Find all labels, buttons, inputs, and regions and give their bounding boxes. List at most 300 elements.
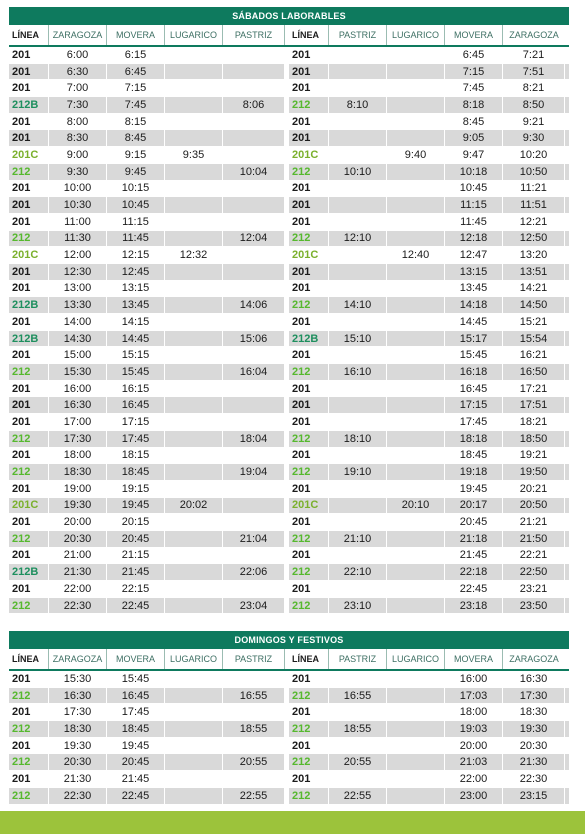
line-number: 201 — [289, 381, 329, 397]
time-cell — [329, 130, 387, 146]
line-number: 201 — [9, 64, 49, 80]
right-cells — [289, 214, 565, 230]
line-number: 212 — [289, 598, 329, 614]
table-row — [9, 498, 569, 515]
time-cell: 9:00 — [49, 147, 107, 163]
time-cell — [165, 130, 223, 146]
time-cell — [223, 671, 285, 687]
time-cell: 19:45 — [107, 738, 165, 754]
time-cell: 10:15 — [107, 181, 165, 197]
time-cell: 10:04 — [223, 164, 285, 180]
time-cell: 21:30 — [49, 771, 107, 787]
table-row — [9, 181, 569, 198]
table-row — [9, 331, 569, 348]
time-cell: 21:10 — [329, 531, 387, 547]
time-cell: 16:45 — [445, 381, 503, 397]
time-cell: 18:30 — [49, 464, 107, 480]
line-number: 201 — [9, 130, 49, 146]
right-cells — [289, 247, 565, 263]
line-number: 212 — [9, 788, 49, 804]
line-number: 212 — [289, 297, 329, 313]
line-number: 212 — [289, 721, 329, 737]
table-row — [9, 414, 569, 431]
column-header: LUGARICO — [165, 649, 223, 669]
line-number: 201 — [289, 771, 329, 787]
line-number: 201 — [9, 381, 49, 397]
time-cell: 9:47 — [445, 147, 503, 163]
line-number: 201 — [9, 581, 49, 597]
time-cell: 7:15 — [445, 64, 503, 80]
time-cell — [387, 264, 445, 280]
line-number: 212 — [9, 164, 49, 180]
line-number: 201 — [289, 114, 329, 130]
time-cell: 15:30 — [49, 671, 107, 687]
time-cell — [387, 448, 445, 464]
time-cell — [223, 397, 285, 413]
time-cell: 19:04 — [223, 464, 285, 480]
left-cells — [9, 231, 285, 247]
time-cell: 16:45 — [107, 397, 165, 413]
line-number: 201C — [289, 498, 329, 514]
time-cell: 18:45 — [107, 721, 165, 737]
time-cell — [387, 598, 445, 614]
left-cells — [9, 281, 285, 297]
time-cell: 22:55 — [223, 788, 285, 804]
time-cell: 10:45 — [445, 181, 503, 197]
time-cell — [223, 314, 285, 330]
time-cell: 12:32 — [165, 247, 223, 263]
time-cell: 8:15 — [107, 114, 165, 130]
time-cell — [387, 397, 445, 413]
time-cell — [165, 181, 223, 197]
time-cell: 23:50 — [503, 598, 565, 614]
right-cells — [289, 297, 565, 313]
column-header: MOVERA — [107, 25, 165, 45]
right-cells — [289, 147, 565, 163]
left-cells — [9, 364, 285, 380]
table-row — [9, 581, 569, 598]
time-cell: 21:00 — [49, 548, 107, 564]
time-cell: 19:30 — [49, 498, 107, 514]
time-cell: 21:03 — [445, 754, 503, 770]
time-cell — [329, 214, 387, 230]
time-cell: 14:50 — [503, 297, 565, 313]
line-number: 201 — [289, 264, 329, 280]
line-number: 212 — [9, 431, 49, 447]
column-header: ZARAGOZA — [49, 649, 107, 669]
time-cell: 10:30 — [49, 197, 107, 213]
time-cell: 19:18 — [445, 464, 503, 480]
time-cell — [387, 281, 445, 297]
time-cell — [387, 80, 445, 96]
time-cell: 18:00 — [49, 448, 107, 464]
time-cell — [329, 264, 387, 280]
table-row — [9, 64, 569, 81]
time-cell: 22:30 — [49, 598, 107, 614]
time-cell: 22:21 — [503, 548, 565, 564]
time-cell — [387, 704, 445, 720]
time-cell: 7:45 — [107, 97, 165, 113]
right-cells — [289, 97, 565, 113]
line-number: 212B — [289, 331, 329, 347]
time-cell: 6:30 — [49, 64, 107, 80]
time-cell: 17:15 — [107, 414, 165, 430]
line-number: 212B — [9, 297, 49, 313]
time-cell: 20:55 — [223, 754, 285, 770]
time-cell: 12:50 — [503, 231, 565, 247]
line-number: 201 — [289, 47, 329, 63]
time-cell — [165, 464, 223, 480]
time-cell — [223, 130, 285, 146]
time-cell: 13:51 — [503, 264, 565, 280]
time-cell: 18:04 — [223, 431, 285, 447]
line-number: 201 — [9, 114, 49, 130]
time-cell: 8:45 — [445, 114, 503, 130]
time-cell: 15:30 — [49, 364, 107, 380]
time-cell: 8:00 — [49, 114, 107, 130]
time-cell — [165, 754, 223, 770]
time-cell: 11:15 — [445, 197, 503, 213]
time-cell — [329, 314, 387, 330]
time-cell: 18:21 — [503, 414, 565, 430]
line-number: 212 — [9, 688, 49, 704]
left-cells — [9, 721, 285, 737]
time-cell — [223, 738, 285, 754]
right-cells — [289, 448, 565, 464]
time-cell: 9:15 — [107, 147, 165, 163]
line-number: 212B — [9, 564, 49, 580]
column-header: PASTRIZ — [329, 649, 387, 669]
domingos-header-row — [9, 649, 569, 671]
right-cells — [289, 231, 565, 247]
table-row — [9, 738, 569, 755]
time-cell: 17:15 — [445, 397, 503, 413]
left-cells — [9, 197, 285, 213]
line-number: 201C — [9, 247, 49, 263]
time-cell: 21:50 — [503, 531, 565, 547]
time-cell — [165, 214, 223, 230]
left-cells — [9, 114, 285, 130]
time-cell — [165, 114, 223, 130]
time-cell — [223, 247, 285, 263]
time-cell — [165, 297, 223, 313]
time-cell: 16:55 — [223, 688, 285, 704]
time-cell: 18:50 — [503, 431, 565, 447]
time-cell — [329, 247, 387, 263]
domingos-table — [9, 631, 569, 805]
time-cell: 19:15 — [107, 481, 165, 497]
time-cell — [329, 347, 387, 363]
time-cell: 8:18 — [445, 97, 503, 113]
line-number: 201 — [289, 481, 329, 497]
line-number: 212 — [9, 721, 49, 737]
right-cells — [289, 314, 565, 330]
sabados-header-row — [9, 25, 569, 47]
time-cell — [165, 738, 223, 754]
time-cell — [387, 414, 445, 430]
line-number: 201 — [289, 314, 329, 330]
time-cell: 22:45 — [107, 788, 165, 804]
time-cell: 7:15 — [107, 80, 165, 96]
time-cell — [165, 448, 223, 464]
column-header: MOVERA — [445, 649, 503, 669]
time-cell: 20:15 — [107, 514, 165, 530]
time-cell: 14:18 — [445, 297, 503, 313]
column-header: ZARAGOZA — [509, 654, 559, 664]
table-row — [9, 704, 569, 721]
time-cell: 10:00 — [49, 181, 107, 197]
line-number: 201 — [9, 80, 49, 96]
time-cell: 16:10 — [329, 364, 387, 380]
left-cells — [9, 514, 285, 530]
time-cell — [165, 688, 223, 704]
time-cell — [329, 498, 387, 514]
time-cell: 17:45 — [445, 414, 503, 430]
table-row — [9, 314, 569, 331]
line-number: 201 — [289, 197, 329, 213]
time-cell: 10:45 — [107, 197, 165, 213]
time-cell — [165, 80, 223, 96]
line-number: 201 — [9, 47, 49, 63]
left-cells — [9, 771, 285, 787]
time-cell — [329, 47, 387, 63]
time-cell — [329, 481, 387, 497]
table-row — [9, 247, 569, 264]
left-cells — [9, 147, 285, 163]
time-cell — [329, 738, 387, 754]
time-cell: 16:21 — [503, 347, 565, 363]
time-cell: 22:50 — [503, 564, 565, 580]
time-cell: 20:17 — [445, 498, 503, 514]
time-cell — [165, 331, 223, 347]
line-number: 201 — [289, 64, 329, 80]
time-cell: 20:30 — [503, 738, 565, 754]
time-cell — [387, 231, 445, 247]
left-cells — [9, 738, 285, 754]
time-cell — [223, 80, 285, 96]
time-cell: 21:30 — [503, 754, 565, 770]
time-cell: 8:06 — [223, 97, 285, 113]
time-cell: 18:55 — [329, 721, 387, 737]
time-cell: 11:45 — [107, 231, 165, 247]
time-cell: 14:15 — [107, 314, 165, 330]
line-number: 201 — [289, 704, 329, 720]
time-cell: 20:00 — [49, 514, 107, 530]
time-cell: 11:45 — [445, 214, 503, 230]
line-number: 212B — [9, 97, 49, 113]
time-cell — [165, 414, 223, 430]
table-row — [9, 514, 569, 531]
right-cells — [289, 771, 565, 787]
table-row — [9, 564, 569, 581]
footer-bar — [0, 811, 585, 834]
time-cell — [165, 47, 223, 63]
column-header: ZARAGOZA — [509, 30, 559, 40]
line-number: 201 — [9, 181, 49, 197]
time-cell — [223, 771, 285, 787]
time-cell: 20:45 — [107, 754, 165, 770]
time-cell: 15:45 — [445, 347, 503, 363]
right-header-group — [289, 25, 565, 45]
time-cell: 17:30 — [503, 688, 565, 704]
line-number: 212 — [9, 598, 49, 614]
right-cells — [289, 564, 565, 580]
right-cells — [289, 581, 565, 597]
time-cell — [387, 314, 445, 330]
time-cell: 6:45 — [445, 47, 503, 63]
table-row — [9, 431, 569, 448]
time-cell: 18:45 — [107, 464, 165, 480]
time-cell: 10:20 — [503, 147, 565, 163]
column-header: MOVERA — [107, 649, 165, 669]
time-cell: 6:45 — [107, 64, 165, 80]
time-cell: 17:30 — [49, 431, 107, 447]
time-cell: 19:00 — [49, 481, 107, 497]
time-cell: 22:00 — [49, 581, 107, 597]
time-cell: 10:50 — [503, 164, 565, 180]
time-cell: 18:30 — [503, 704, 565, 720]
column-header: LÍNEA — [289, 25, 329, 45]
column-header: LUGARICO — [387, 25, 445, 45]
time-cell: 22:06 — [223, 564, 285, 580]
time-cell: 20:21 — [503, 481, 565, 497]
time-cell: 8:50 — [503, 97, 565, 113]
line-number: 201 — [289, 738, 329, 754]
time-cell: 15:00 — [49, 347, 107, 363]
time-cell — [387, 364, 445, 380]
time-cell: 12:45 — [107, 264, 165, 280]
time-cell — [329, 397, 387, 413]
left-cells — [9, 80, 285, 96]
left-cells — [9, 347, 285, 363]
right-cells — [289, 64, 565, 80]
time-cell: 9:45 — [107, 164, 165, 180]
time-cell: 16:04 — [223, 364, 285, 380]
left-cells — [9, 564, 285, 580]
line-number: 212 — [289, 97, 329, 113]
time-cell: 13:30 — [49, 297, 107, 313]
sabados-rows — [9, 47, 569, 614]
time-cell: 13:00 — [49, 281, 107, 297]
left-cells — [9, 314, 285, 330]
time-cell: 14:00 — [49, 314, 107, 330]
left-cells — [9, 481, 285, 497]
right-cells — [289, 331, 565, 347]
time-cell — [329, 704, 387, 720]
line-number: 212 — [289, 431, 329, 447]
line-number: 212 — [289, 754, 329, 770]
time-cell: 9:30 — [503, 130, 565, 146]
line-number: 201 — [289, 581, 329, 597]
time-cell — [329, 147, 387, 163]
time-cell: 16:15 — [107, 381, 165, 397]
time-cell — [165, 548, 223, 564]
right-cells — [289, 498, 565, 514]
left-cells — [9, 598, 285, 614]
time-cell: 19:30 — [503, 721, 565, 737]
left-cells — [9, 754, 285, 770]
time-cell: 17:21 — [503, 381, 565, 397]
table-row — [9, 214, 569, 231]
line-number: 201 — [289, 414, 329, 430]
time-cell: 19:10 — [329, 464, 387, 480]
time-cell — [223, 414, 285, 430]
time-cell — [387, 754, 445, 770]
right-cells — [289, 114, 565, 130]
table-row — [9, 264, 569, 281]
time-cell: 21:45 — [445, 548, 503, 564]
time-cell — [387, 531, 445, 547]
line-number: 201 — [289, 514, 329, 530]
time-cell: 19:45 — [107, 498, 165, 514]
time-cell — [329, 514, 387, 530]
time-cell — [223, 448, 285, 464]
time-cell: 7:21 — [503, 47, 565, 63]
time-cell — [329, 414, 387, 430]
time-cell: 13:15 — [107, 281, 165, 297]
line-number: 201 — [289, 671, 329, 687]
time-cell: 8:10 — [329, 97, 387, 113]
time-cell — [165, 264, 223, 280]
time-cell — [387, 64, 445, 80]
time-cell: 14:21 — [503, 281, 565, 297]
time-cell — [165, 431, 223, 447]
table-row — [9, 548, 569, 565]
time-cell — [223, 704, 285, 720]
time-cell — [165, 197, 223, 213]
time-cell: 21:18 — [445, 531, 503, 547]
sabados-table — [9, 7, 569, 614]
right-cells — [289, 80, 565, 96]
column-header: PASTRIZ — [223, 649, 285, 669]
column-header: MOVERA — [445, 25, 503, 45]
right-cells — [289, 548, 565, 564]
right-cells — [289, 431, 565, 447]
left-cells — [9, 164, 285, 180]
time-cell: 22:55 — [329, 788, 387, 804]
time-cell: 20:30 — [49, 754, 107, 770]
time-cell: 13:15 — [445, 264, 503, 280]
line-number: 201 — [9, 414, 49, 430]
time-cell: 18:00 — [445, 704, 503, 720]
right-cells — [289, 754, 565, 770]
time-cell: 16:30 — [49, 688, 107, 704]
right-header-group — [289, 649, 565, 669]
time-cell: 14:45 — [445, 314, 503, 330]
line-number: 201 — [9, 197, 49, 213]
time-cell: 12:30 — [49, 264, 107, 280]
time-cell: 19:45 — [445, 481, 503, 497]
time-cell: 20:55 — [329, 754, 387, 770]
time-cell — [387, 164, 445, 180]
time-cell: 22:30 — [49, 788, 107, 804]
time-cell: 18:15 — [107, 448, 165, 464]
right-cells — [289, 671, 565, 687]
right-cells — [289, 130, 565, 146]
right-cells — [289, 598, 565, 614]
time-cell — [223, 114, 285, 130]
time-cell: 11:00 — [49, 214, 107, 230]
time-cell — [329, 80, 387, 96]
time-cell: 18:45 — [445, 448, 503, 464]
table-row — [9, 381, 569, 398]
table-row — [9, 197, 569, 214]
time-cell — [165, 788, 223, 804]
time-cell — [165, 531, 223, 547]
time-cell: 22:10 — [329, 564, 387, 580]
time-cell — [223, 548, 285, 564]
left-header-group — [9, 25, 285, 45]
